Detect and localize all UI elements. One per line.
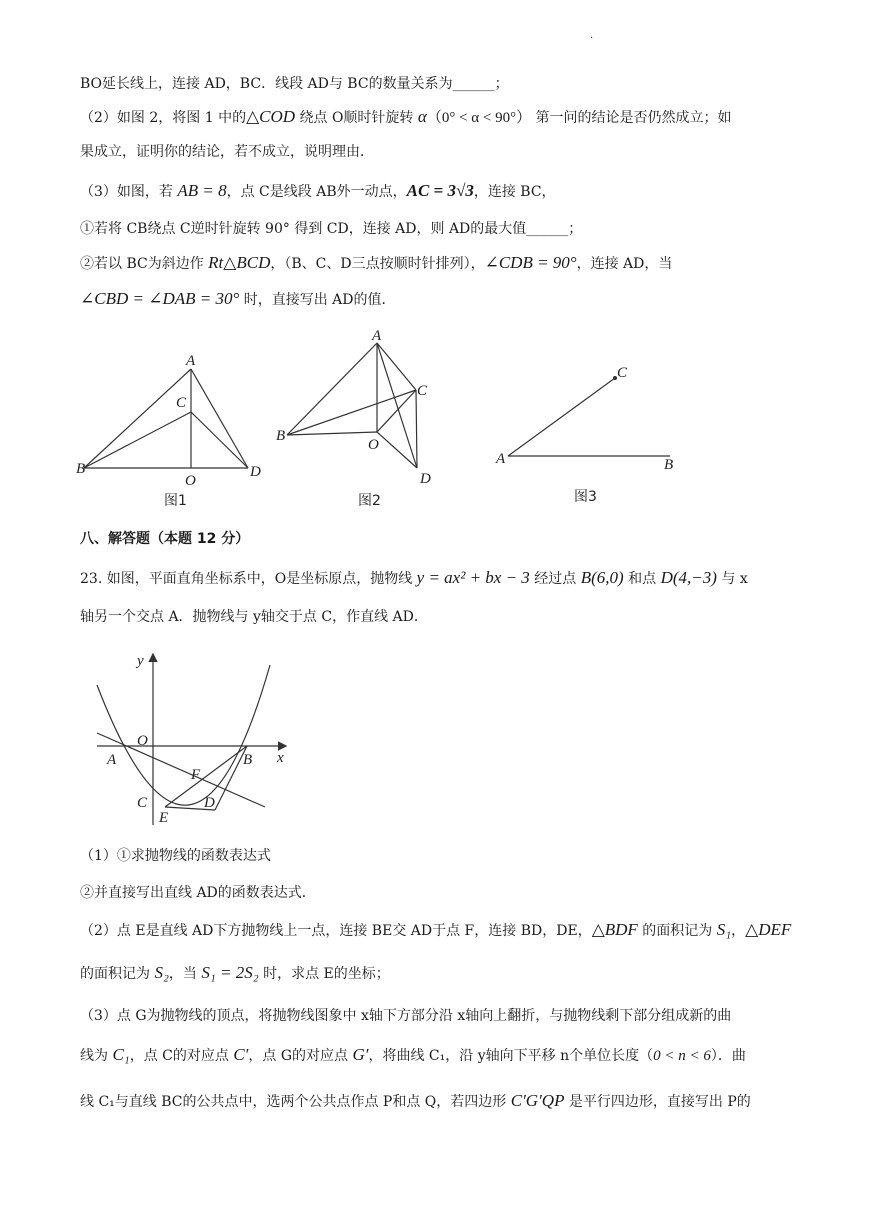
- q23-line2: 轴另一个交点 A．抛物线与 y轴交于点 C，作直线 AD．: [80, 609, 428, 625]
- text: 时，直接写出 AD的值．: [239, 292, 396, 308]
- text: 绕点 O顺时针旋转: [295, 110, 418, 126]
- figure-1: [72, 345, 272, 515]
- math-triangle-cod: △COD: [246, 107, 296, 126]
- text: 线 C₁与直线 BC的公共点中，选两个公共点作点 P和点 Q，若四边形: [80, 1094, 511, 1110]
- text: （2）如图 2，将图 1 中的: [80, 110, 247, 126]
- q22-line1: BO延长线上，连接 AD，BC．线段 AD与 BC的数量关系为______；: [80, 76, 509, 92]
- label-y: y: [137, 653, 144, 669]
- text: 与 x: [716, 571, 748, 587]
- q23-p1-a: （1）①求抛物线的函数表达式: [80, 848, 271, 864]
- q22-part2: [80, 107, 732, 128]
- math-point-b: B(6,0): [580, 568, 624, 587]
- label-d: D: [204, 795, 215, 811]
- label-o: O: [185, 473, 196, 489]
- label-x: x: [277, 750, 284, 766]
- text: ，: [731, 923, 746, 939]
- parabola-curve: [97, 665, 270, 805]
- math-angle-eq: ∠CBD = ∠DAB = 30°: [80, 289, 240, 308]
- math-triangle-bdf: △BDF: [591, 920, 638, 939]
- q22-part3: [80, 181, 556, 202]
- text: ，点 G的对应点: [248, 1048, 353, 1064]
- math-quad: C′G′QP: [510, 1091, 565, 1110]
- label-c: C: [137, 795, 148, 811]
- math-s1: S₁: [716, 920, 732, 939]
- text: ，当: [168, 966, 202, 982]
- text: 经过点: [529, 571, 581, 587]
- q22-part2-line2: 果成立，证明你的结论，若不成立，说明理由．: [80, 144, 374, 160]
- label-a: A: [496, 451, 506, 467]
- label-f: F: [191, 767, 201, 783]
- math-ac: AC = 3√3: [406, 181, 474, 200]
- line-ad: [97, 733, 265, 807]
- q23-p3-line1: （3）点 G为抛物线的顶点，将抛物线图象中 x轴下方部分沿 x轴向上翻折，与抛物线剩下部分组成新的曲: [80, 1008, 732, 1024]
- label-o: O: [368, 437, 379, 453]
- q22-sub1: ①若将 CB绕点 C逆时针旋转 90° 得到 CD，连接 AD，则 AD的最大值______；: [80, 221, 583, 237]
- math-g-prime: G′: [352, 1045, 369, 1064]
- label-d: D: [250, 464, 261, 480]
- text: 和点: [623, 571, 661, 587]
- text: 是平行四边形，直接写出 P的: [564, 1094, 751, 1110]
- header-dot: .: [590, 30, 594, 41]
- label-c: C: [617, 365, 628, 381]
- math-range: （0° < α < 90°）: [426, 110, 532, 126]
- figure-3-caption: 图3: [574, 489, 597, 505]
- q23-p2-line2: [80, 963, 390, 984]
- text: ，连接 AD，当: [576, 256, 673, 272]
- label-c: C: [417, 383, 428, 399]
- math-s-eq: S₁ = 2S₂: [201, 963, 259, 982]
- q23-line1: [80, 568, 748, 589]
- label-b: B: [76, 461, 86, 477]
- text: ，点 C的对应点: [129, 1048, 234, 1064]
- text: 的面积记为: [637, 923, 717, 939]
- q22-sub2-line2: [80, 289, 396, 310]
- text: ②若以 BC为斜边作: [80, 256, 209, 272]
- math-parabola: y = ax² + bx − 3: [416, 568, 530, 587]
- label-a: A: [107, 752, 117, 768]
- math-angle-cdb: ∠CDB = 90°: [484, 253, 577, 272]
- label-a: A: [186, 353, 196, 369]
- q23-p3-line3: [80, 1091, 751, 1112]
- q22-sub2: [80, 253, 672, 274]
- label-c: C: [176, 395, 187, 411]
- label-e: E: [159, 810, 169, 826]
- parabola-graph: [85, 645, 305, 835]
- text: ，连接 BC，: [473, 184, 556, 200]
- q23-p2-line1: [80, 920, 791, 941]
- figure-3: [490, 355, 690, 515]
- section-heading: 八、解答题（本题 12 分）: [80, 531, 250, 547]
- text: 的面积记为: [80, 966, 155, 982]
- math-triangle-def: △DEF: [745, 920, 792, 939]
- text: 23. 如图，平面直角坐标系中，O是坐标原点，抛物线: [80, 571, 417, 587]
- math-c1: C₁: [112, 1045, 130, 1064]
- text: （3）如图，若: [80, 184, 178, 200]
- figure-1-caption: 图1: [164, 493, 187, 509]
- math-point-d: D(4,−3): [660, 568, 717, 587]
- figure-2-caption: 图2: [358, 493, 381, 509]
- label-o: O: [137, 733, 148, 749]
- label-b: B: [276, 428, 286, 444]
- q23-p3-line2: [80, 1045, 746, 1066]
- text: ）．曲: [710, 1048, 746, 1064]
- text: 线为: [80, 1048, 113, 1064]
- math-n-range: 0 < n < 6: [653, 1048, 711, 1064]
- text: ，点 C是线段 AB外一动点，: [226, 184, 407, 200]
- label-d: D: [420, 471, 431, 487]
- figure-2: [270, 325, 450, 515]
- text: 第一问的结论是否仍然成立；如: [531, 110, 732, 126]
- label-a: A: [372, 328, 382, 344]
- label-b: B: [243, 752, 253, 768]
- text: ，（B、C、D三点按顺时针排列），: [270, 256, 485, 272]
- math-s2: S₂: [154, 963, 169, 982]
- text: ，将曲线 C₁，沿 y轴向下平移 n个单位长度（: [368, 1048, 654, 1064]
- math-rt-bcd: Rt△BCD: [208, 253, 271, 272]
- q23-p1-b: ②并直接写出直线 AD的函数表达式．: [80, 885, 316, 901]
- math-ab: AB = 8: [177, 181, 227, 200]
- math-c-prime: C′: [233, 1045, 249, 1064]
- text: （2）点 E是直线 AD下方抛物线上一点，连接 BE交 AD于点 F，连接 BD，DE，: [80, 923, 592, 939]
- text: 时，求点 E的坐标；: [258, 966, 390, 982]
- math-alpha: α: [417, 107, 427, 126]
- label-b: B: [664, 457, 674, 473]
